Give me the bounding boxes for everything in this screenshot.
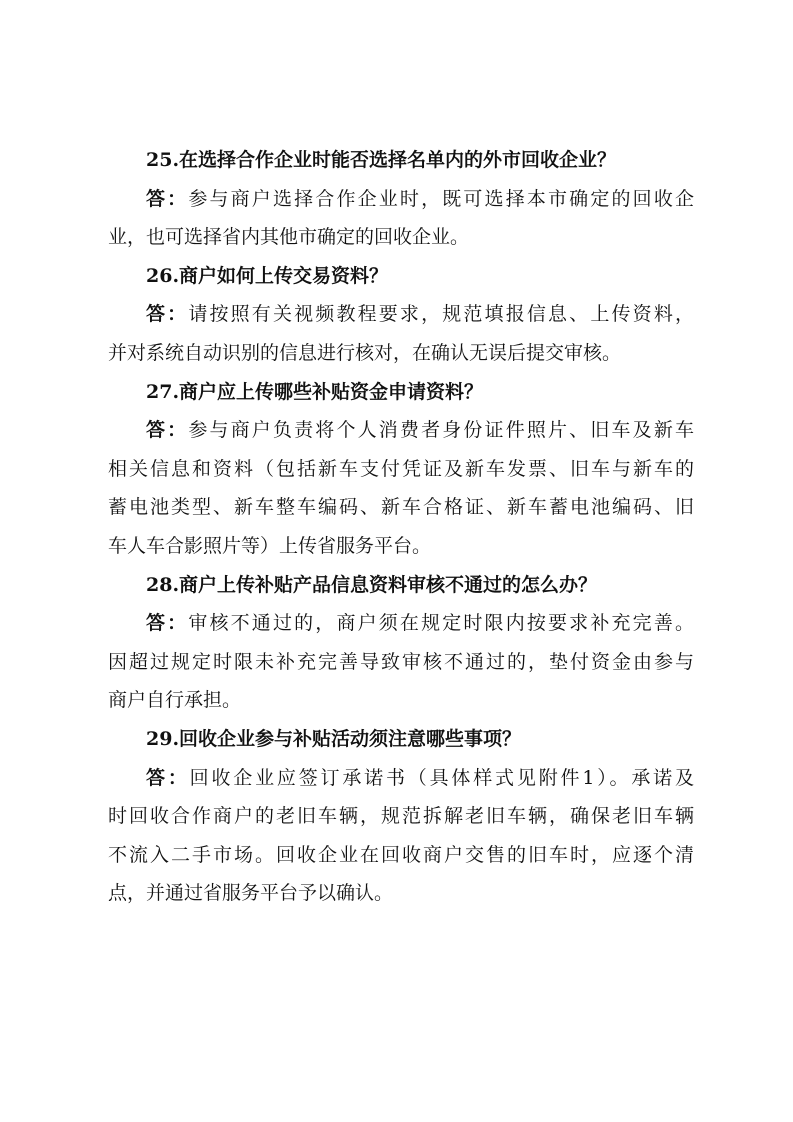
- answer-29-line-3: 不流入二手市场。回收企业在回收商户交售的旧车时，应逐个清: [108, 843, 694, 866]
- question-29: 29.回收企业参与补贴活动须注意哪些事项？: [146, 727, 522, 750]
- answer-text: 参与商户负责将个人消费者身份证件照片、旧车及新车: [188, 419, 694, 442]
- answer-27-line-4: 车人车合影照片等）上传省服务平台。: [108, 534, 432, 557]
- answer-27-line-1: [108, 411, 694, 450]
- answer-text: 请按照有关视频教程要求，规范填报信息、上传资料，: [188, 303, 694, 326]
- answer-29-line-2: 时回收合作商户的老旧车辆，规范拆解老旧车辆，确保老旧车辆: [108, 805, 694, 828]
- answer-text: 审核不通过的，商户须在规定时限内按要求补充完善。: [188, 612, 694, 635]
- question-26: 26.商户如何上传交易资料？: [146, 264, 389, 287]
- answer-label: 答：: [146, 612, 189, 635]
- answer-29-line-1: [108, 759, 694, 798]
- answer-25-line-2: 业，也可选择省内其他市确定的回收企业。: [108, 226, 470, 249]
- answer-label: 答：: [146, 766, 190, 789]
- answer-28-line-2: 因超过规定时限未补充完善导致审核不通过的，垫付资金由参与: [108, 650, 694, 673]
- faq-content: [108, 141, 694, 913]
- question-25: 25.在选择合作企业时能否选择名单内的外市回收企业？: [146, 149, 617, 171]
- answer-label: 答：: [146, 419, 189, 442]
- answer-25-line-1: [108, 180, 694, 219]
- answer-26-line-1: [108, 295, 694, 334]
- answer-label: 答：: [146, 187, 189, 210]
- answer-text: 回收企业应签订承诺书（具体样式见附件1）。承诺及: [189, 766, 694, 789]
- question-28: 28.商户上传补贴产品信息资料审核不通过的怎么办？: [146, 573, 598, 596]
- answer-28-line-1: [108, 604, 694, 643]
- answer-29-line-4: 点，并通过省服务平台予以确认。: [108, 882, 394, 905]
- question-27: 27.商户应上传哪些补贴资金申请资料？: [146, 380, 484, 403]
- answer-27-line-2: 相关信息和资料（包括新车支付凭证及新车发票、旧车与新车的: [108, 457, 694, 480]
- answer-label: 答：: [146, 303, 189, 326]
- answer-26-line-2: 并对系统自动识别的信息进行核对，在确认无误后提交审核。: [108, 341, 622, 364]
- answer-27-line-3: 蓄电池类型、新车整车编码、新车合格证、新车蓄电池编码、旧: [108, 496, 694, 519]
- answer-28-line-3: 商户自行承担。: [108, 689, 242, 712]
- answer-text: 参与商户选择合作企业时，既可选择本市确定的回收企: [188, 187, 694, 210]
